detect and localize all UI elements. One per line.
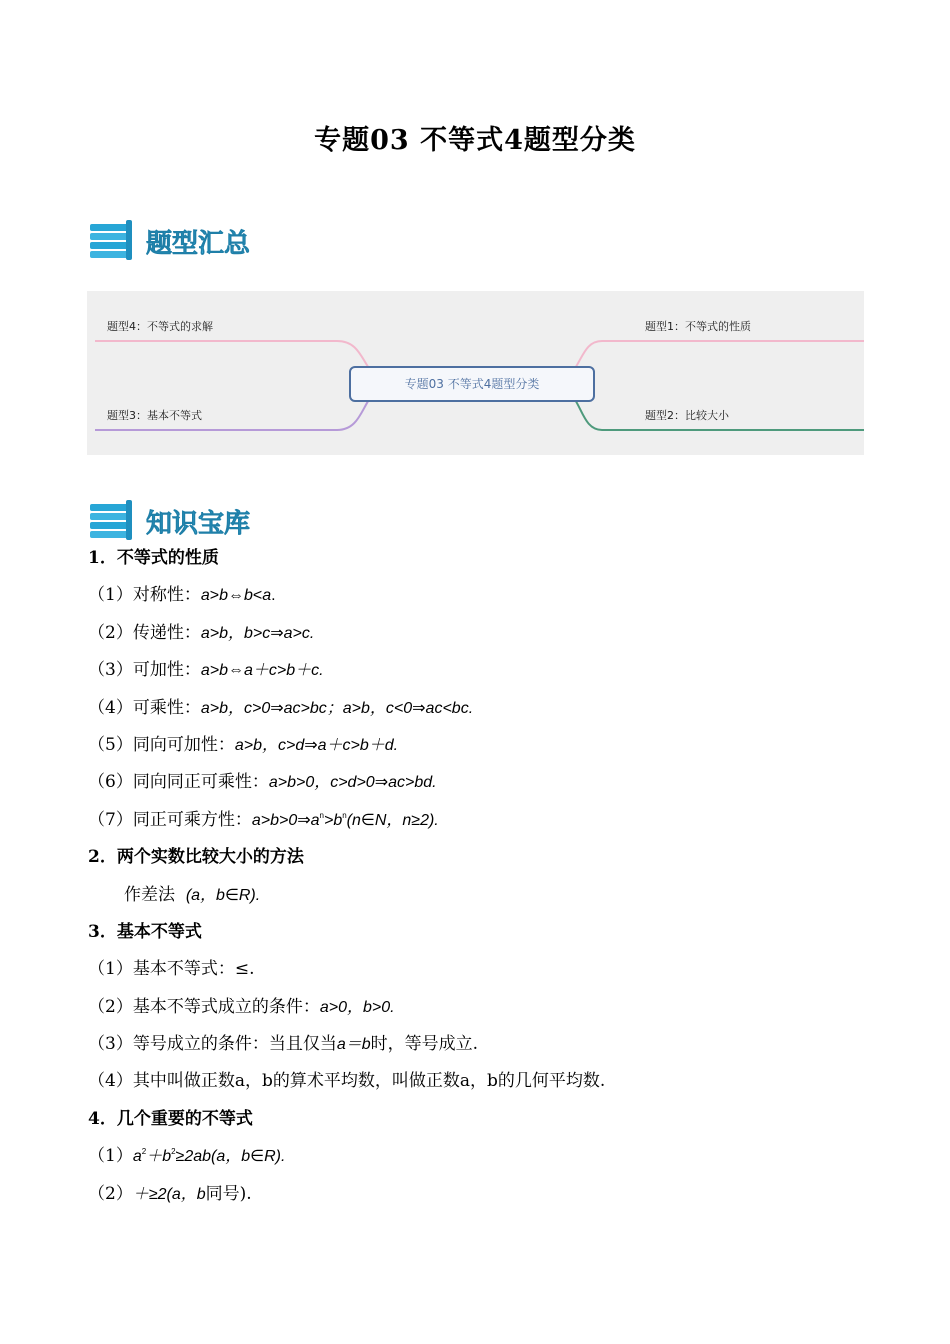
method-difference: 作差法 (a，b∈R).: [124, 884, 261, 905]
property-transitivity: （2）传递性：a>b，b>c⇒a>c.: [88, 622, 315, 643]
section-header-summary: [88, 216, 328, 266]
mean-definition: （4）其中叫做正数a，b的算术平均数，叫做正数a，b的几何平均数.: [88, 1071, 606, 1092]
branch-line-1: [567, 341, 864, 377]
important-inequality-2: （2）＋≥2(a，b同号).: [88, 1183, 252, 1204]
mind-map: [87, 291, 864, 455]
page-title: 专题03 不等式4题型分类: [314, 125, 636, 156]
equality-condition: （3）等号成立的条件：当且仅当a＝b时，等号成立.: [88, 1034, 479, 1055]
property-power: （7）同正可乘方性：$a>b>0\Rightarrow a^n>b^n(n\in N$，n≥2).: [88, 809, 439, 830]
heading-important-inequalities: 4．几个重要的不等式: [88, 1108, 253, 1129]
mind-map-item: 题型3：基本不等式: [107, 409, 202, 422]
mind-map-item: 题型2：比较大小: [645, 409, 729, 422]
basic-inequality-statement: （1）基本不等式：≤.: [88, 959, 255, 980]
mind-map-center: 专题03 不等式4题型分类: [349, 366, 595, 402]
heading-basic-inequality: 3．基本不等式: [88, 921, 202, 942]
basic-inequality-condition: （2）基本不等式成立的条件：a>0，b>0.: [88, 996, 395, 1017]
heading-comparison-method: 2．两个实数比较大小的方法: [88, 847, 304, 868]
section-title-summary: 题型汇总: [146, 229, 251, 259]
mind-map-item: 题型1：不等式的性质: [645, 320, 751, 333]
mind-map-item: 题型4：不等式的求解: [107, 320, 213, 333]
property-additivity: （3）可加性：a>b⇔a＋c>b＋c.: [88, 660, 324, 681]
heading-inequality-properties: 1．不等式的性质: [88, 548, 219, 568]
books-icon: [88, 216, 328, 266]
section-header-knowledge: [88, 496, 328, 546]
branch-line-4: [95, 341, 377, 377]
property-same-direction-addition: （5）同向可加性：a>b，c>d⇒a＋c>b＋d.: [88, 734, 399, 755]
property-multiplicativity: （4）可乘性：a>b，c>0⇒ac>bc；a>b，c<0⇒ac<bc.: [88, 697, 474, 718]
section-title-knowledge: 知识宝库: [146, 509, 251, 539]
property-positive-multiplication: （6）同向同正可乘性：a>b>0，c>d>0⇒ac>bd.: [88, 772, 437, 793]
books-icon: [88, 496, 328, 546]
important-inequality-1: $(1)a^2+b^2\ge 2ab(a$，b∈R).: [88, 1146, 286, 1167]
knowledge-content: [88, 545, 888, 1218]
property-symmetry: （1）对称性：a>b⇔b<a.: [88, 585, 276, 606]
